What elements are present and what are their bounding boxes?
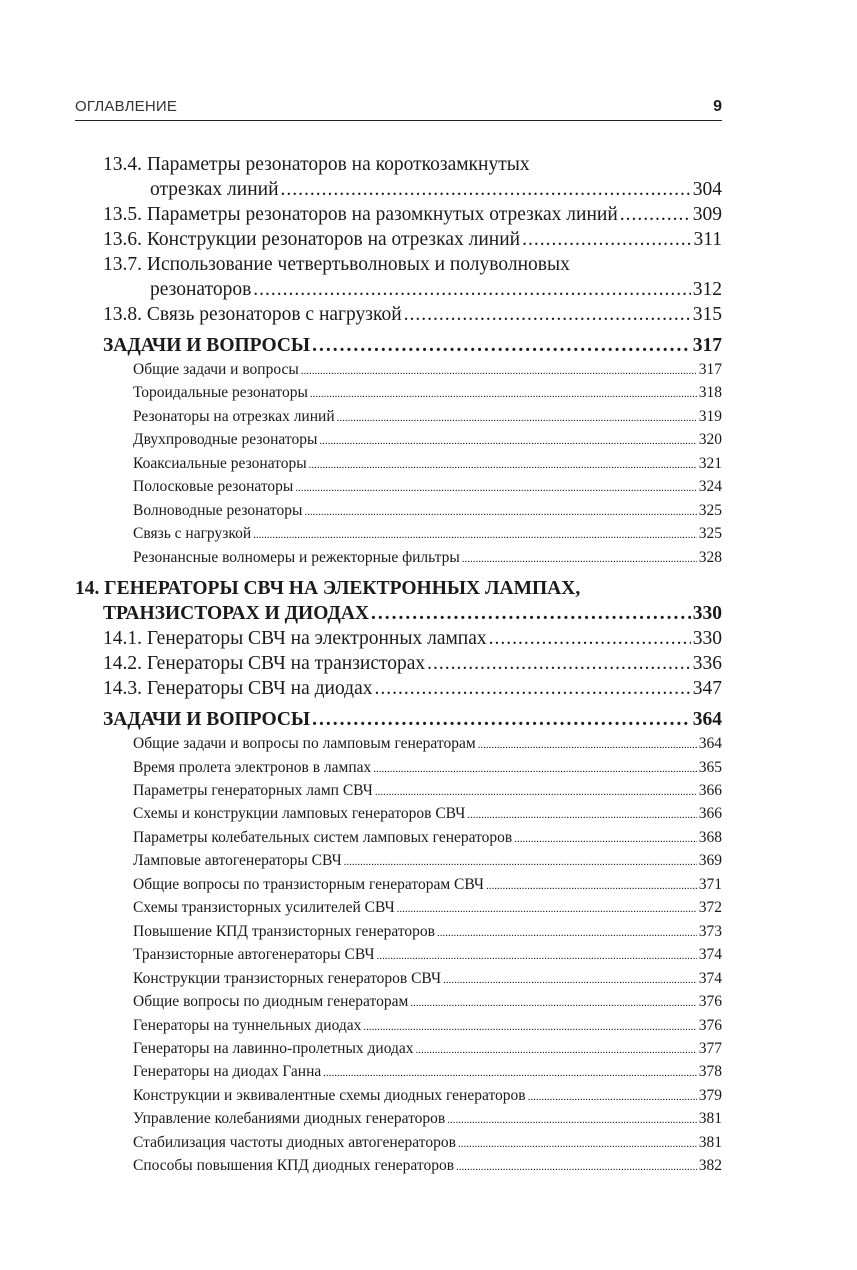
- toc-subentry[interactable]: [75, 382, 722, 405]
- dot-leader: [404, 302, 691, 327]
- dot-leader: [312, 707, 691, 733]
- toc-entry-title: Стабилизация частоты диодных автогенераторов: [133, 1133, 456, 1151]
- toc-page-number: 321: [698, 454, 722, 472]
- dot-leader: [462, 548, 697, 570]
- toc-page-number: 376: [698, 1016, 722, 1034]
- dot-leader: [301, 360, 697, 382]
- toc-entry-title: Схемы и конструкции ламповых генераторов СВЧ: [133, 805, 466, 823]
- dot-leader: [281, 177, 691, 202]
- toc-entry-title: ТРАНЗИСТОРАХ И ДИОДАХ: [103, 603, 369, 625]
- dot-leader: [377, 945, 697, 967]
- toc-subentry[interactable]: [75, 1108, 722, 1131]
- running-header-title: ОГЛАВЛЕНИЕ: [75, 98, 178, 115]
- toc-entry-title: 14. ГЕНЕРАТОРЫ СВЧ НА ЭЛЕКТРОННЫХ ЛАМПАХ,: [75, 578, 581, 600]
- toc-subentry[interactable]: [75, 500, 722, 523]
- toc-subentry[interactable]: [75, 827, 722, 850]
- toc-entry-title: Генераторы на лавинно-пролетных диодах: [133, 1039, 414, 1057]
- toc-entry-title: Способы повышения КПД диодных генераторов: [133, 1157, 455, 1175]
- toc-subentry[interactable]: [75, 359, 722, 382]
- dot-leader: [375, 781, 697, 803]
- toc-page-number: 364: [698, 735, 722, 753]
- running-header: [75, 96, 722, 121]
- toc-page-number: 382: [698, 1157, 722, 1175]
- toc-entry-title: Время пролета электронов в лампах: [133, 758, 372, 776]
- toc-subentry[interactable]: [75, 921, 722, 944]
- dot-leader: [522, 227, 691, 252]
- toc-entry-title: 13.8. Связь резонаторов с нагрузкой: [103, 304, 402, 325]
- toc-page-number: 325: [698, 525, 722, 543]
- toc-entry[interactable]: [75, 651, 722, 676]
- toc-entry-title: Двухпроводные резонаторы: [133, 431, 318, 449]
- dot-leader: [371, 601, 691, 626]
- dot-leader: [437, 922, 697, 944]
- dot-leader: [337, 407, 697, 429]
- toc-subentry[interactable]: [75, 850, 722, 873]
- dot-leader: [458, 1133, 697, 1155]
- toc-entry-title: Полосковые резонаторы: [133, 478, 294, 496]
- dot-leader: [397, 898, 697, 920]
- toc-entry-title: 13.7. Использование четвертьволновых и полуволновых: [103, 254, 570, 275]
- dot-leader: [310, 383, 697, 405]
- dot-leader: [295, 477, 696, 499]
- dot-leader: [374, 676, 690, 701]
- toc-page-number: 330: [692, 603, 722, 625]
- toc-page-number: 366: [698, 805, 722, 823]
- toc-entry-title: Конструкции и эквивалентные схемы диодных генераторов: [133, 1086, 526, 1104]
- dot-leader: [486, 875, 697, 897]
- toc-page-number: 372: [698, 899, 722, 917]
- toc-entry[interactable]: [75, 227, 722, 252]
- toc-subentry[interactable]: [75, 874, 722, 897]
- dot-leader: [514, 828, 697, 850]
- toc-chapter-heading[interactable]: [75, 576, 722, 601]
- toc-entry[interactable]: [75, 626, 722, 651]
- toc-subentry[interactable]: [75, 1061, 722, 1084]
- toc-subentry[interactable]: [75, 476, 722, 499]
- toc-entry[interactable]: [75, 302, 722, 327]
- toc-chapter-heading[interactable]: [75, 601, 722, 626]
- dot-leader: [478, 734, 697, 756]
- toc-entry-title: Общие вопросы по транзисторным генераторам СВЧ: [133, 875, 484, 893]
- toc-page-number: 366: [698, 781, 722, 799]
- toc-entry-title: Повышение КПД транзисторных генераторов: [133, 922, 435, 940]
- dot-leader: [410, 992, 696, 1014]
- toc-entry-title: Управление колебаниями диодных генераторов: [133, 1110, 446, 1128]
- table-of-contents: [75, 152, 722, 1179]
- toc-page-number: 315: [692, 304, 722, 325]
- toc-entry-title: резонаторов: [150, 279, 252, 300]
- toc-page-number: 376: [698, 993, 722, 1011]
- toc-page-number: 364: [692, 709, 722, 731]
- dot-leader: [447, 1109, 696, 1131]
- dot-leader: [312, 333, 691, 359]
- toc-page-number: 317: [692, 335, 722, 356]
- toc-entry-title: ЗАДАЧИ И ВОПРОСЫ: [103, 709, 311, 731]
- toc-page-number: 311: [693, 229, 722, 250]
- toc-page-number: 381: [698, 1133, 722, 1151]
- toc-subentry[interactable]: [75, 944, 722, 967]
- dot-leader: [620, 202, 691, 227]
- toc-entry-title: ЗАДАЧИ И ВОПРОСЫ: [103, 335, 311, 356]
- toc-entry[interactable]: [75, 252, 722, 277]
- toc-subentry[interactable]: [75, 406, 722, 429]
- toc-entry-title: отрезках линий: [150, 179, 279, 200]
- toc-page-number: 373: [698, 922, 722, 940]
- toc-section-heading[interactable]: [75, 707, 722, 733]
- toc-entry-title: Тороидальные резонаторы: [133, 384, 308, 402]
- dot-leader: [416, 1039, 697, 1061]
- dot-leader: [304, 501, 696, 523]
- toc-entry-title: Транзисторные автогенераторы СВЧ: [133, 946, 375, 964]
- toc-page-number: 318: [698, 384, 722, 402]
- toc-entry-title: Общие задачи и вопросы по ламповым генераторам: [133, 735, 476, 753]
- toc-entry-title: Волноводные резонаторы: [133, 501, 303, 519]
- toc-subentry[interactable]: [75, 1015, 722, 1038]
- toc-entry-title: Ламповые автогенераторы СВЧ: [133, 852, 342, 870]
- toc-entry[interactable]: [75, 676, 722, 701]
- toc-entry-title: Общие задачи и вопросы: [133, 361, 299, 378]
- page-number: 9: [713, 98, 722, 115]
- toc-subentry[interactable]: [75, 429, 722, 452]
- toc-entry[interactable]: [75, 152, 722, 177]
- dot-leader: [489, 626, 691, 651]
- dot-leader: [323, 1062, 696, 1084]
- toc-entry-title: Генераторы на туннельных диодах: [133, 1016, 362, 1034]
- toc-entry-title: 13.6. Конструкции резонаторов на отрезках линий: [103, 229, 521, 250]
- toc-entry-title: Коаксиальные резонаторы: [133, 454, 307, 472]
- toc-entry-title: Резонаторы на отрезках линий: [133, 407, 335, 425]
- toc-subentry[interactable]: [75, 1038, 722, 1061]
- toc-entry-title: 14.2. Генераторы СВЧ на транзисторах: [103, 653, 426, 675]
- toc-entry-title: Конструкции транзисторных генераторов СВЧ: [133, 969, 442, 987]
- toc-page-number: 312: [692, 279, 722, 300]
- toc-entry-title: Генераторы на диодах Ганна: [133, 1063, 322, 1081]
- toc-entry-title: 14.1. Генераторы СВЧ на электронных лампах: [103, 628, 487, 650]
- dot-leader: [427, 651, 691, 676]
- toc-entry[interactable]: [75, 277, 722, 302]
- toc-subentry[interactable]: [75, 968, 722, 991]
- toc-entry-title: 14.3. Генераторы СВЧ на диодах: [103, 678, 373, 700]
- toc-page-number: 381: [698, 1110, 722, 1128]
- toc-entry-title: Резонансные волномеры и режекторные фильтры: [133, 548, 460, 566]
- toc-page-number: 377: [698, 1039, 722, 1057]
- dot-leader: [443, 969, 697, 991]
- toc-page-number: 328: [698, 548, 722, 566]
- toc-subentry[interactable]: [75, 991, 722, 1014]
- toc-entry-title: Схемы транзисторных усилителей СВЧ: [133, 899, 395, 917]
- toc-page-number: 347: [692, 678, 722, 700]
- toc-page-number: 309: [692, 204, 722, 225]
- toc-subentry[interactable]: [75, 897, 722, 920]
- toc-subentry[interactable]: [75, 780, 722, 803]
- toc-page-number: 371: [698, 875, 722, 893]
- toc-entry-title: Связь с нагрузкой: [133, 525, 252, 543]
- toc-page-number: 325: [698, 501, 722, 519]
- toc-page-number: 336: [692, 653, 722, 675]
- toc-subentry[interactable]: [75, 1085, 722, 1108]
- dot-leader: [467, 804, 696, 826]
- toc-subentry[interactable]: [75, 733, 722, 756]
- toc-page-number: 374: [698, 969, 722, 987]
- dot-leader: [253, 277, 690, 302]
- toc-page-number: 378: [698, 1063, 722, 1081]
- toc-subentry[interactable]: [75, 1155, 722, 1178]
- toc-entry[interactable]: [75, 202, 722, 227]
- dot-leader: [456, 1156, 697, 1178]
- toc-page-number: 369: [698, 852, 722, 870]
- toc-page-number: 304: [692, 179, 722, 200]
- toc-section-heading[interactable]: [75, 333, 722, 359]
- toc-entry-title: Общие вопросы по диодным генераторам: [133, 993, 409, 1011]
- toc-entry[interactable]: [75, 177, 722, 202]
- dot-leader: [373, 758, 696, 780]
- toc-entry-title: Параметры генераторных ламп СВЧ: [133, 781, 373, 799]
- toc-subentry[interactable]: [75, 523, 722, 546]
- toc-page-number: 368: [698, 828, 722, 846]
- dot-leader: [528, 1086, 697, 1108]
- toc-page-number: 317: [698, 361, 722, 378]
- toc-page-number: 320: [698, 431, 722, 449]
- dot-leader: [319, 430, 696, 452]
- dot-leader: [363, 1016, 696, 1038]
- toc-page-number: 365: [698, 758, 722, 776]
- toc-subentry[interactable]: [75, 453, 722, 476]
- dot-leader: [344, 851, 697, 873]
- toc-page-number: 324: [698, 478, 722, 496]
- toc-page-number: 379: [698, 1086, 722, 1104]
- toc-page-number: 319: [698, 407, 722, 425]
- toc-entry-title: Параметры колебательных систем ламповых генераторов: [133, 828, 513, 846]
- toc-page-number: 330: [692, 628, 722, 650]
- toc-subentry[interactable]: [75, 803, 722, 826]
- toc-subentry[interactable]: [75, 547, 722, 570]
- toc-page-number: 374: [698, 946, 722, 964]
- toc-subentry[interactable]: [75, 1132, 722, 1155]
- toc-entry-title: 13.4. Параметры резонаторов на короткозамкнутых: [103, 154, 530, 175]
- toc-subentry[interactable]: [75, 757, 722, 780]
- toc-entry-title: 13.5. Параметры резонаторов на разомкнутых отрезках линий: [103, 204, 618, 225]
- dot-leader: [309, 454, 697, 476]
- dot-leader: [253, 524, 697, 546]
